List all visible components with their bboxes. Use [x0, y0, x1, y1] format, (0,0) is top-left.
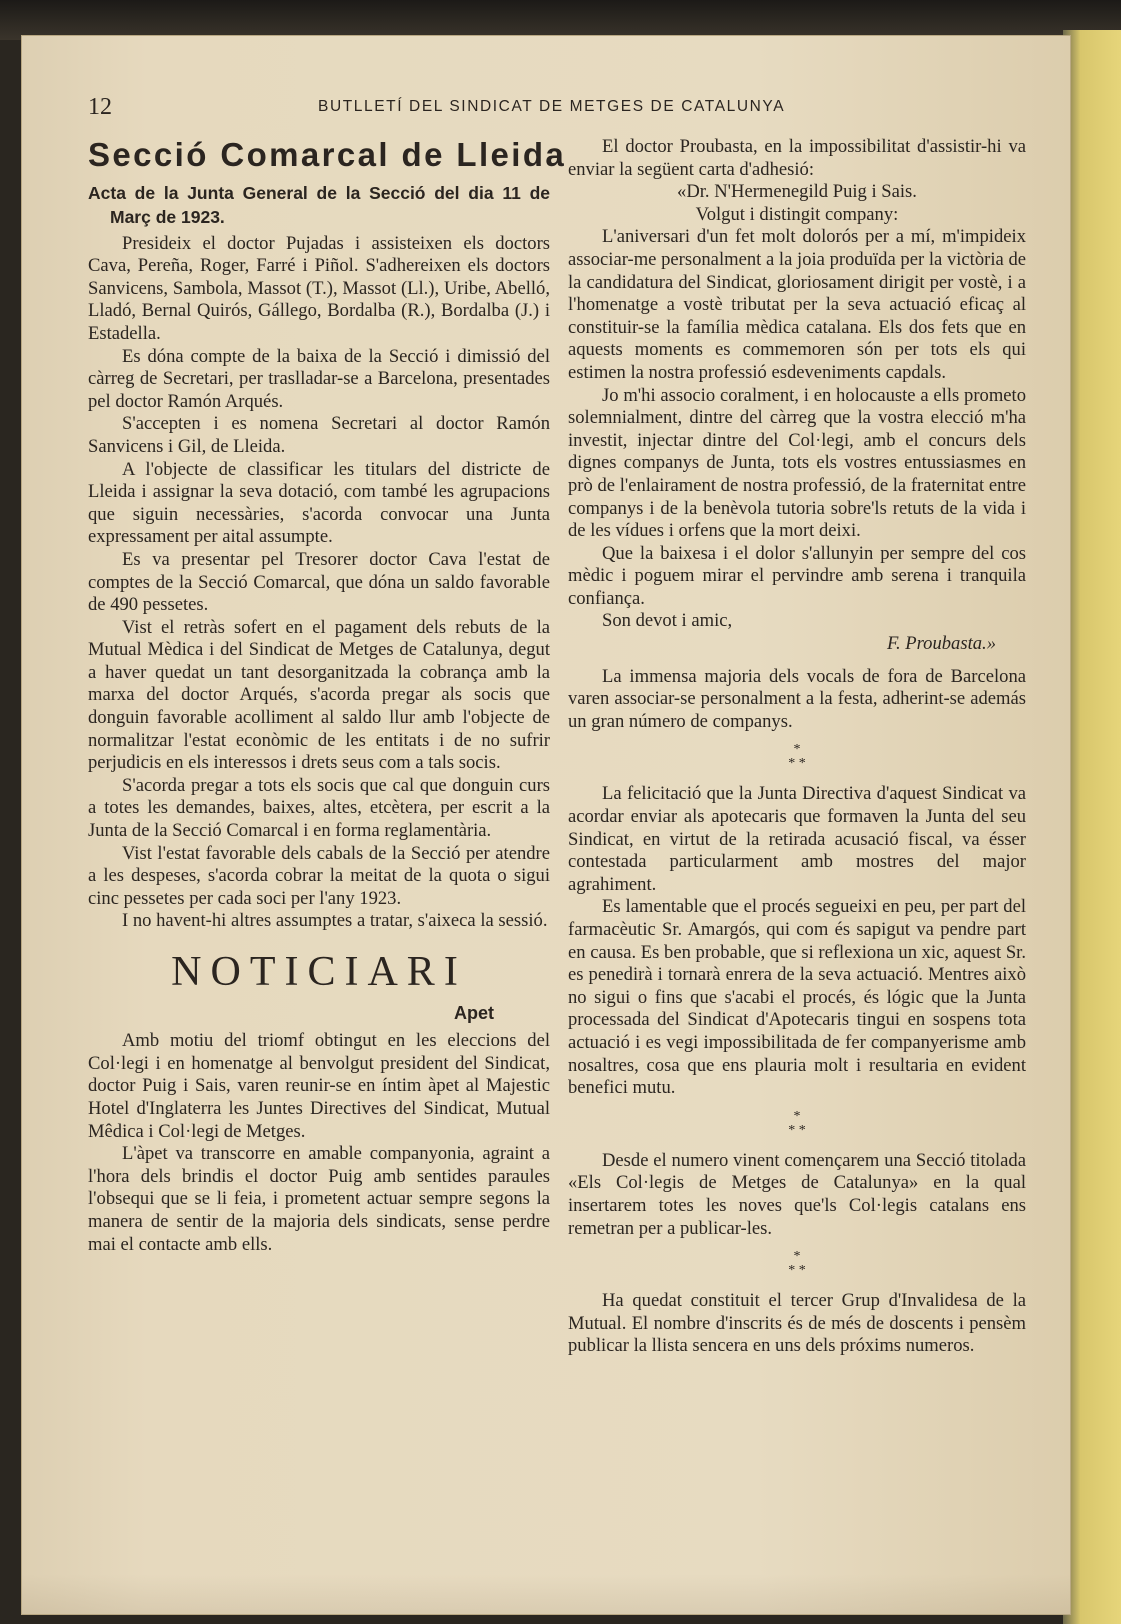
running-head — [88, 92, 1018, 122]
right-column — [568, 136, 1026, 1358]
asterism-divider: * * * — [788, 1108, 806, 1138]
journal-title: BUTLLETÍ DEL SINDICAT DE METGES DE CATALUNYA — [318, 98, 786, 115]
asterism-divider: * * * — [788, 1249, 806, 1279]
after-letter-paragraph: La immensa majoria dels vocals de fora de Barcelona varen associar-se personalment a la festa, adherint-se además un gran número de companys. — [568, 665, 1026, 732]
letter-paragraph: Jo m'hi associo coralment, i en holocauste a ells prometo solemnialment, dintre del càrreg que la vostra elecció m'ha investit, injectar dintre del Col·legi, amb el concurs dels dignes companys de Junta, tots els vostres entussiasmes en prò de l'enlairament de nostra professió, de la fraternitat entre companys i de la benèvola tutoria sobre'ls retuts de la vida i de les vídues i orfens que la mort deixi. — [568, 384, 1026, 542]
scan-top-edge — [0, 0, 1121, 40]
page-number: 12 — [88, 94, 112, 120]
letter-paragraph: Que la baixesa i el dolor s'allunyin per sempre del cos mèdic i poguem mirar el pervindre amb serena i tranquila confiança. — [568, 542, 1026, 609]
letter-closing: Son devot i amic, — [602, 610, 733, 632]
section-title: Secció Comarcal de Lleida — [88, 136, 567, 173]
apet-paragraph: Amb motiu del triomf obtingut en les eleccions del Col·legi i en homenatge al benvolgut president del Sindicat, doctor Puig i Sais, varen reunir-se en íntim àpet al Majestic Hotel d'Inglaterra les Juntes Directives del Sindicat, Mutual Mêdica i Col·legi de Metges. — [88, 1030, 550, 1142]
news-paragraph: Ha quedat constituit el tercer Grup d'Invalidesa de la Mutual. El nombre d'inscrits és de més de doscents i pensèm publicar la llista sencera en uns dels próxims numeros. — [568, 1290, 1026, 1357]
left-column — [88, 136, 567, 1256]
news-paragraph: La felicitació que la Junta Directiva d'aquest Sindicat va acordar enviar als apotecaris que formaven la Junta del seu Sindicat, en virtut de la retirada acusació fiscal, va ésser contestada particularment amb mostres del major agrahiment. — [568, 783, 1026, 895]
apet-heading: Apet — [454, 1002, 494, 1023]
asterism-divider: * * * — [788, 742, 806, 772]
letter-addressee: «Dr. N'Hermenegild Puig i Sais. — [677, 181, 917, 203]
letter-intro: El doctor Proubasta, en la impossibilitat d'assistir-hi va enviar la següent carta d'adhesió: — [568, 136, 1026, 180]
acta-paragraph: A l'objecte de classificar les titulars del districte de Lleida i assignar la seva dotació, com també les agrupacions que siguin necessàries, s'acorda convocar una Junta expressament per aital assumpte. — [88, 458, 550, 548]
acta-paragraph: Presideix el doctor Pujadas i assisteixen els doctors Cava, Pereña, Roger, Farré i Piñol. S'adhereixen els doctors Sanvicens, Sambola, Massot (T.), Massot (Ll.), Uribe, Abelló, Lladó, Bernal Quirós, Gállego, Bordalba (R.), Bordalba (J.) i Estadella. — [88, 232, 550, 344]
acta-paragraph: Es dóna compte de la baixa de la Secció i dimissió del càrreg de Secretari, per traslladar-se a Barcelona, presentades pel doctor Ramón Arqués. — [88, 345, 550, 412]
acta-paragraph: S'acorda pregar a tots els socis que cal que donguin curs a totes les demandes, baixes, altes, etcètera, per escrit a la Junta de la Secció Comarcal i en forma reglamentària. — [88, 774, 550, 842]
apet-paragraph: L'àpet va transcorre en amable companyonia, agraint a l'hora dels brindis el doctor Puig amb sentides paraules l'obsequi que se li feia, i prometent actuar sempre segons la manera de sentir de la majoria dels sindicats, sense perdre mai el contacte amb ells. — [88, 1143, 550, 1255]
letter-salutation: Volgut i distingit company: — [695, 203, 899, 225]
acta-paragraph: I no havent-hi altres assumptes a tratar, s'aixeca la sessió. — [122, 910, 548, 932]
acta-paragraph: Es va presentar pel Tresorer doctor Cava l'estat de comptes de la Secció Comarcal, que dóna un saldo favorable de 490 pessetes. — [88, 548, 550, 616]
noticiari-title: NOTICIARI — [171, 949, 467, 995]
letter-signature: F. Proubasta.» — [887, 633, 996, 655]
adjacent-page-edge — [1063, 30, 1121, 1624]
acta-paragraph: Vist l'estat favorable dels cabals de la Secció per atendre a les despeses, s'acorda cobrar la meitat de la quota o sigui cinc pessetes per cada soci per l'any 1923. — [88, 842, 550, 909]
acta-paragraph: S'accepten i es nomena Secretari al doctor Ramón Sanvicens i Gil, de Lleida. — [88, 413, 550, 457]
acta-paragraph: Vist el retràs sofert en el pagament dels rebuts de la Mutual Mèdica i del Sindicat de Metges de Catalunya, degut a haver quedat un tant desorganitzada la cobrança amb la marxa del doctor Arqués, s'acorda pregar als socis que donguin favorable acolliment al saldo llur amb l'objecte de normalitzar l'estat econòmic de les entitats i de no sufrir perjudicis en els interessos i drets seus com a tals socis. — [88, 616, 550, 774]
letter-paragraph: L'aniversari d'un fet molt dolorós per a mí, m'impideix associar-me personalment a la joia produïda per la victòria de la candidatura del Sindicat, gloriosament dirigit per vostè, i a l'homenatge a vostè tributat per la seva actuació eficaç al constituir-se la família mèdica catalana. Els dos fets que en aquests moments es commemoren són per tots els qui estimen la nostra professió esdeveniments capdals. — [568, 226, 1026, 383]
acta-heading: Acta de la Junta General de la Secció del dia 11 de Març de 1923. — [88, 182, 550, 227]
news-paragraph: Desde el numero vinent començarem una Secció titolada «Els Col·legis de Metges de Catalunya» en la qual insertarem totes les noves que'ls Col·legis catalans ens remetran per a publicar-les. — [568, 1149, 1026, 1239]
journal-page — [22, 36, 1070, 1614]
news-paragraph: Es lamentable que el procés segueixi en peu, per part del farmacèutic Sr. Amargós, qui com és sapigut va pendre part en causa. Es ben probable, que si reflexiona un xic, aquest Sr. es penedirà i tornarà enrera de la seva actuació. Mentres això no sigui o fins que s'acabi el procés, és lógic que la Junta processada del Sindicat d'Apotecaris tingui en sospens tota actuació i es vegi impossibilitada de fer companyerisme amb nosaltres, cosa que ens plauria molt i resultaria en evident benefici mutu. — [568, 896, 1026, 1099]
